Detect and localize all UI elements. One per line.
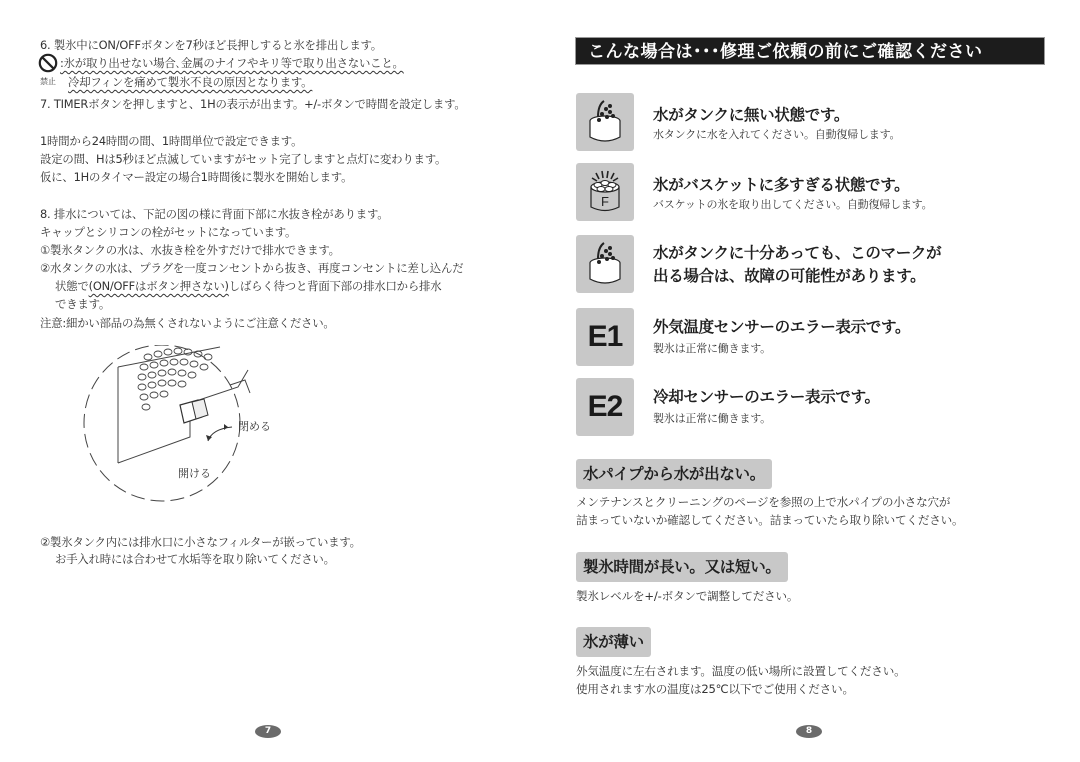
status-row-e2 — [576, 378, 1046, 438]
caution-text: 注意:細かい部品の為無くされないようにご注意ください。 — [40, 316, 335, 330]
item8-line-6: できます。 — [55, 297, 111, 311]
page-8 — [540, 0, 1080, 762]
close-label: 閉める — [238, 420, 271, 433]
status-row-basket-full — [576, 163, 1046, 223]
svg-text:F: F — [601, 194, 609, 209]
item8-line5-post: しばらく待つと背面下部の排水口から排水 — [228, 279, 442, 293]
troubleshooting-banner: こんな場合は･･･修理ご依頼の前にご確認ください — [575, 37, 1045, 65]
status-row-fault — [576, 235, 1046, 295]
section-body-line: 製氷レベルを+/-ボタンで調整してださい。 — [576, 589, 799, 603]
status-sub: 水タンクに水を入れてください。自動復帰します。 — [653, 128, 901, 141]
item7-line-1: 1時間から24時間の間、1時間単位で設定できます。 — [40, 134, 303, 148]
e2-code: E2 — [587, 390, 623, 423]
status-sub: 製氷は正常に働きます。 — [653, 412, 771, 425]
warning-text-2: 冷却フィンを痛めて製氷不良の原因となります。 — [68, 75, 313, 89]
item6-text: 6. 製氷中にON/OFFボタンを7秒ほど長押しすると氷を排出します。 — [40, 38, 382, 52]
e1-code: E1 — [587, 320, 623, 353]
status-title: 外気温度センサーのエラー表示です。 — [653, 318, 911, 336]
e1-code-icon — [576, 308, 634, 366]
item8-line5-pre: 状態で — [55, 279, 89, 293]
section-heading-thin-ice: 氷が薄い — [576, 627, 651, 657]
status-title: 氷がバスケットに多すぎる状態です。 — [653, 176, 910, 194]
e2-code-icon — [576, 378, 634, 436]
status-title-line-1: 水がタンクに十分あっても、このマークが — [653, 244, 942, 262]
water-tank-empty-icon — [576, 93, 634, 151]
section-heading-no-water-from-pipe: 水パイプから水が出ない。 — [576, 459, 772, 489]
prohibited-icon — [38, 53, 58, 73]
item8-line-5 — [55, 278, 441, 294]
page-number-8: 8 — [796, 725, 822, 738]
drain-plug-illustration — [80, 345, 310, 510]
status-title: 冷却センサーのエラー表示です。 — [653, 388, 880, 406]
section-body-line: 使用されます水の温度は25℃以下でご使用ください。 — [576, 682, 854, 696]
section-body-line: 外気温度に左右されます。温度の低い場所に設置してください。 — [576, 664, 906, 678]
item7-line-2: 設定の間、Hは5秒ほど点滅していますがセット完了しますと点灯に変わります。 — [40, 152, 447, 166]
item7-line-3: 仮に、1Hのタイマー設定の場合1時間後に製氷を開始します。 — [40, 170, 353, 184]
status-row-e1 — [576, 308, 1046, 368]
filter-note-1: ②製氷タンク内には排水口に小さなフィルターが嵌っています。 — [40, 535, 361, 549]
section-body-line: メンテナンスとクリーニングのページを参照の上で水パイプの小さな穴が — [576, 495, 951, 509]
warning-line-2 — [68, 74, 312, 90]
status-title: 水がタンクに無い状態です。 — [653, 106, 850, 124]
item7-text: 7. TIMERボタンを押しますと、1Hの表示が出ます。+/-ボタンで時間を設定します。 — [40, 97, 466, 111]
page-number-7: 7 — [255, 725, 281, 738]
item8-line-2: キャップとシリコンの栓がセットになっています。 — [40, 225, 297, 239]
water-tank-fault-icon — [576, 235, 634, 293]
section-body-line: 詰まっていないか確認してください。詰まっていたら取り除いてください。 — [576, 513, 964, 527]
warning-text-1: :氷が取り出せない場合､金属のナイフやキリ等で取り出さないこと。 — [60, 56, 404, 70]
item8-line-1: 8. 排水については、下記の図の様に背面下部に水抜き栓があります。 — [40, 207, 389, 221]
prohibit-label: 禁止 — [40, 77, 56, 86]
basket-full-icon — [576, 163, 634, 221]
filter-note-2: お手入れ時には合わせて水垢等を取り除いてください。 — [55, 552, 335, 566]
item8-line-4: ②水タンクの水は、プラグを一度コンセントから抜き、再度コンセントに差し込んだ — [40, 261, 464, 275]
status-sub: 製氷は正常に働きます。 — [653, 342, 771, 355]
status-row-no-water — [576, 93, 1046, 153]
warning-line-1 — [60, 55, 404, 71]
item8-line5-emphasis: (ON/OFFはボタン押さない) — [88, 279, 229, 293]
drain-plug-diagram — [80, 345, 310, 510]
open-label: 開ける — [178, 467, 211, 480]
status-title-line-2: 出る場合は、故障の可能性があります。 — [653, 267, 926, 285]
section-heading-ice-time: 製氷時間が長い。又は短い。 — [576, 552, 788, 582]
item8-line-3: ①製氷タンクの水は、水抜き栓を外すだけで排水できます。 — [40, 243, 340, 257]
status-sub: バスケットの氷を取り出してください。自動復帰します。 — [653, 198, 933, 211]
